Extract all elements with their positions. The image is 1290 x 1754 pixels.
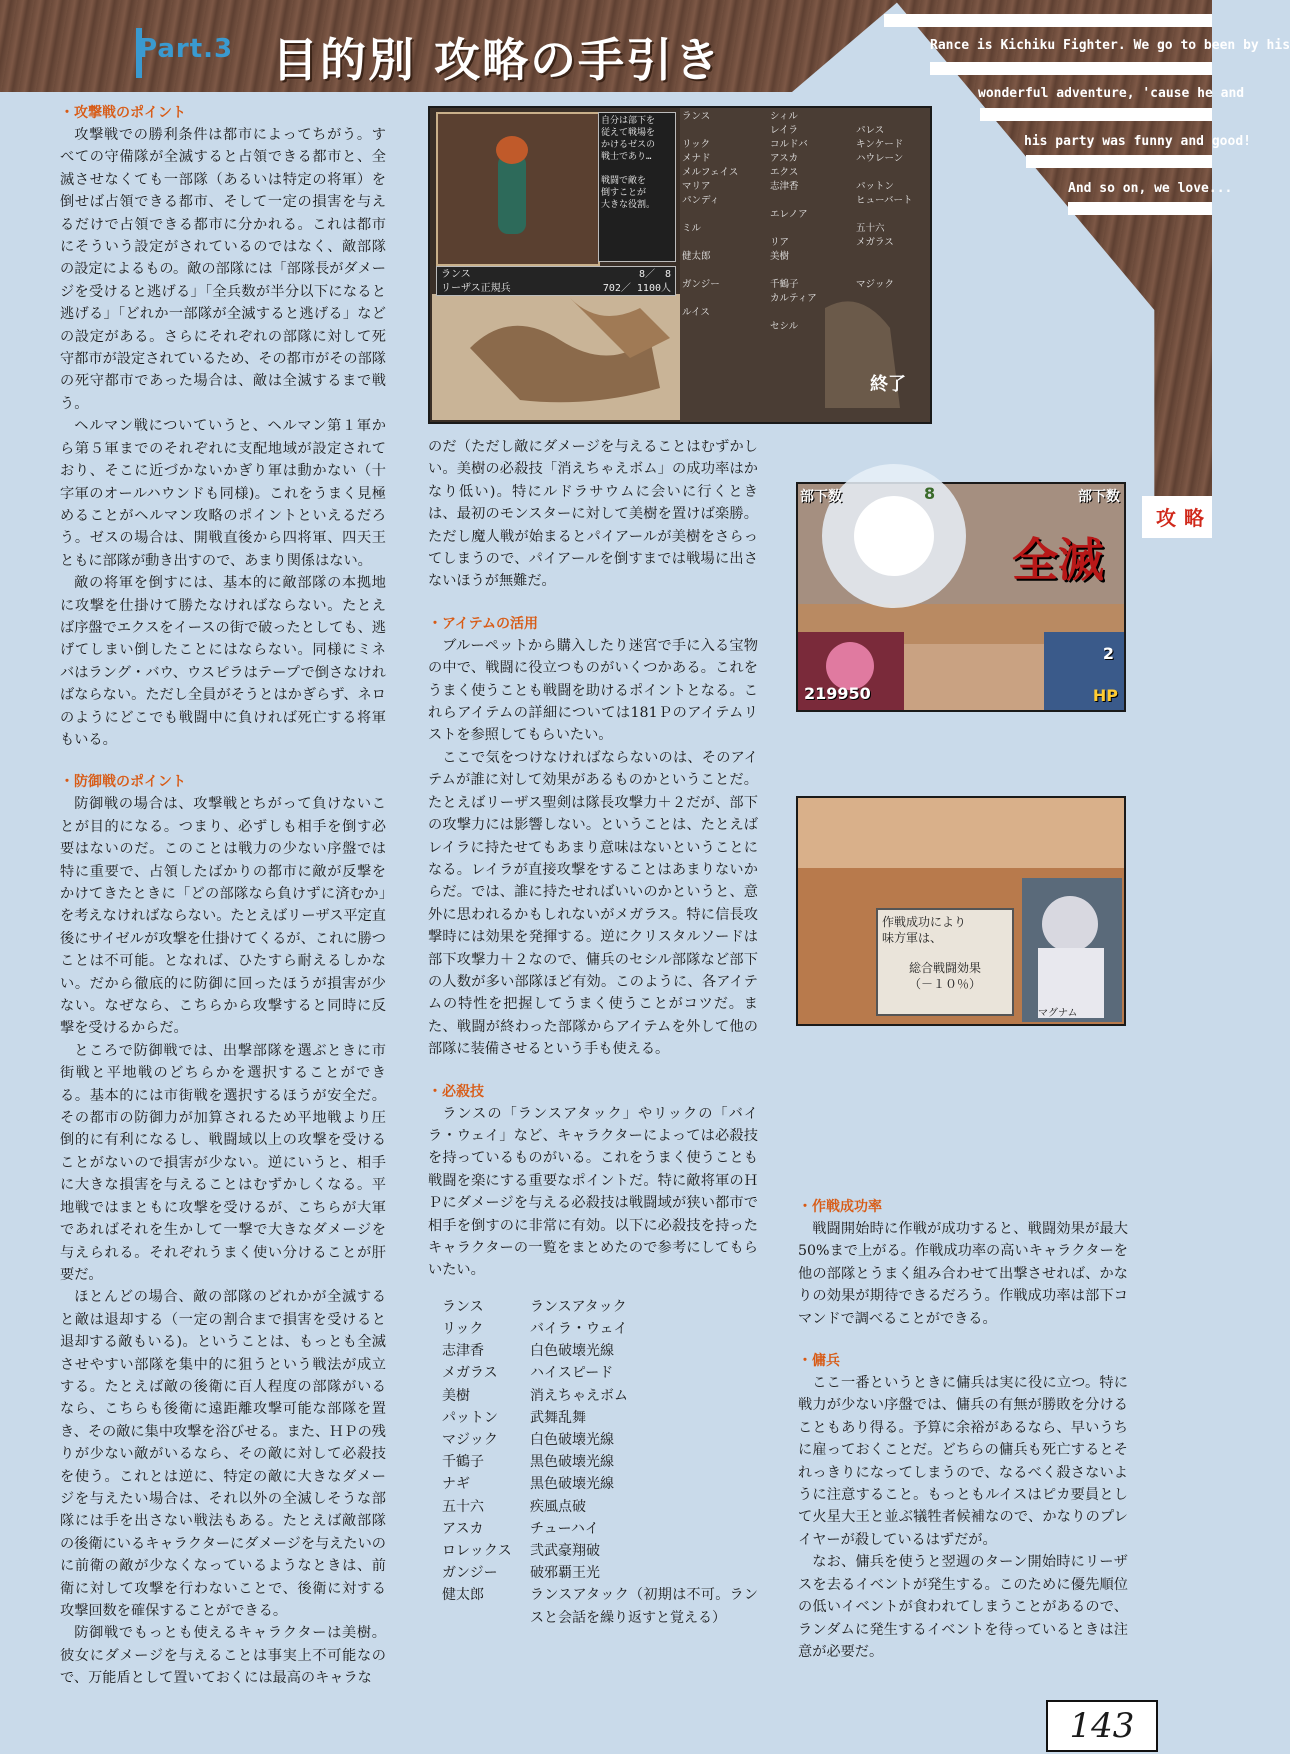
skill-name: ランスアタック [530,1298,627,1315]
roster-item [856,250,928,264]
paragraph: ヘルマン戦についていうと、ヘルマン第１軍から第５軍までのそれぞれに支配地域が設定されており、そこに近づかないかぎり軍は動かない（十字軍のオールハウンドも同様)。これをうまく見極めることがヘルマン攻略のポイントといえるだろう。ゼスの場合は、開戦直後から四将軍、四天王ともに部隊が動き出すので、あまり関係はない。 [60,418,386,569]
column-middle [428,436,758,1629]
section-heading: ・傭兵 [798,1353,840,1370]
skill-row [428,1385,758,1407]
character-name: ランス [442,1298,484,1315]
unit-count: 702／ 1100人 [602,283,671,294]
page-number: 143 [1046,1700,1158,1752]
skill-name: 武舞乱舞 [530,1409,586,1426]
roster-col-a [682,110,764,320]
paragraph: ブルーペットから購入したり迷宮で手に入る宝物の中で、戦闘に役立つものがいくつかある。これをうまく使うことも戦闘を助けるポイントとなる。これらアイテムの詳細については181Ｐのアイテムリストを参照してもらいたい。 [428,637,758,744]
character-name: 千鶴子 [442,1454,484,1471]
stripe [980,108,1212,121]
stripe [930,62,1212,75]
roster-item: セシル [770,321,799,332]
section-heading: ・アイテムの活用 [428,615,539,632]
paragraph: ところで防御戦では、出撃部隊を選ぶときに市街戦と平地戦のどちらかを選択することができる。基本的には市街戦を選択するほうが安全だ。その都市の防御力が加算されるため平地戦より圧倒的に有利になるし、戦闘域以上の攻撃を受けることがないので損害が少ない。逆にいうと、相手に大きな損害を与えることはむずかしくなる。平地戦ではまともに攻撃を受けるが、こちらが大軍であればそれを生かして一撃で大きなダメージを与えられる。それぞれうまく使い分けることが肝要だ。 [60,1042,386,1283]
name-tag: マグナム [1038,1008,1078,1019]
roster-item [856,208,928,222]
roster-item [856,166,928,180]
roster-item: コルドバ [770,139,808,150]
skill-name: 黒色破壊光線 [530,1454,614,1471]
english-line: And so on, we love... [1068,181,1233,196]
roster-item: シィル [770,111,798,122]
hp-label: HP [1092,686,1118,705]
info-panel [598,112,676,262]
character-name: 志津香 [442,1343,484,1360]
english-line: wonderful adventure, 'cause he and [978,86,1245,101]
section-heading: ・防御戦のポイント [60,774,186,791]
paragraph: ほとんどの場合、敵の部隊のどれかが全滅すると敵は退却する（一定の割合まで損害を受けると退却する敵もいる)。ということは、もっとも全滅させやすい部隊を集中的に狙うという戦法が成立する。たとえば敵の後衛に百人程度の部隊がいるなら、こちらも後衛に遠距離攻撃可能な部隊を置き、その敵に集中攻撃を浴びせる。また、ＨＰの残りが少ない敵がいるなら、その敵に対して必殺技を使う。これとは逆に、特定の敵に大きなダメージを与えたい場合は、それ以外の全滅しそうな部隊には手を出さない戦法もある。たとえば敵部隊の後衛にいるキャラクターにダメージを与えたいのに前衛の敵が少なくなっているようなときは、前衛に対して攻撃を行わないことで、後衛に対する攻撃回数を確保することができる。 [60,1289,386,1619]
roster-item: メルフェイス [682,167,739,178]
info-line: 従えて戦場を [601,128,656,138]
english-line: his party was funny and good! [1024,134,1251,149]
stripe [1068,202,1212,215]
roster-item: 千鶴子 [770,279,799,290]
dialog-line: （－１０％） [908,977,981,991]
character-figure [498,154,526,234]
roster-item: ヒューバート [856,195,913,206]
skill-row [428,1318,758,1340]
roster-item: ミル [682,223,702,234]
roster-item: エクス [770,167,799,178]
info-line: 戦士であり… [601,152,652,162]
roster-item [682,264,764,278]
stripe [1026,155,1212,168]
character-name: パットン [442,1409,498,1426]
roster-col-b [770,110,850,334]
operation-dialog [876,908,1014,1016]
roster-item [770,222,850,236]
skill-row [428,1496,758,1518]
roster-item [682,124,764,138]
unit-troop: リーザス正規兵 [441,283,511,294]
roster-item: エレノア [770,209,808,220]
dialog-line: 味方軍は、 [882,931,943,945]
info-line: 倒すことが [601,188,647,198]
character-name: リック [442,1321,484,1338]
roster-item: 志津香 [770,181,799,192]
unit-name: ランス [441,269,471,280]
column-right [798,1196,1128,1663]
part-label: Part.3 [138,34,234,64]
roster-item: 美樹 [770,251,790,262]
english-line: Rance is Kichiku Fighter. We go to been by his [930,38,1290,53]
section-heading: ・必殺技 [428,1083,484,1100]
skill-name: 白色破壊光線 [530,1432,614,1449]
skill-row [428,1518,758,1540]
skill-name: 白色破壊光線 [530,1343,614,1360]
roster-item: レイラ [770,125,799,136]
skill-row [428,1451,758,1473]
character-hair [496,136,528,164]
unit-badge: 2 [1102,644,1114,663]
troop-label-right: 部下数 [1078,489,1120,505]
screenshot-battle [796,482,1126,712]
paragraph: 防御戦でもっとも使えるキャラクターは美樹。彼女にダメージを与えることは事実上不可能なので、万能盾として置いておくには最高のキャラな [60,1625,386,1687]
skill-row [428,1340,758,1362]
skill-name: 消えちゃえボム [530,1387,628,1404]
skill-row [428,1562,758,1584]
roster-col-c [856,110,928,292]
roster-item: パレス [856,125,885,136]
roster-item: ハウレーン [856,153,904,164]
skill-name: ランスアタック（初期は不可。ランスと会話を繰り返すと覚える） [530,1587,758,1626]
roster-item: リック [682,139,711,150]
roster-item: 健太郎 [682,251,711,262]
info-line: 戦闘で敵を [601,176,647,186]
paragraph: のだ（ただし敵にダメージを与えることはむずかしい。美樹の必殺技「消えちゃえボム」の成功率はかなり低い)。特にルドラサウムに会いに行くときは、最初のモンスターに対して美樹を置けば楽勝。ただし魔人戦が始まるとパイアールが美樹をさらってしまうので、パイアールを倒すまでは戦場に出さないほうが無難だ。 [428,439,758,590]
character-name: 健太郎 [442,1587,484,1604]
info-line: 自分は部下を [601,116,656,126]
troop-count: 8 [924,484,936,503]
dialog-line: 作戦成功により [882,915,967,929]
screenshot-operation [796,796,1126,1026]
dialog-line: 総合戦闘効果 [908,961,981,975]
skill-row [428,1407,758,1429]
unit-hp: 8／ 8 [638,269,671,280]
portrait-frame [436,112,600,266]
skill-row [428,1362,758,1384]
skill-table [428,1296,758,1629]
skill-name: バイラ・ウェイ [530,1321,628,1338]
end-button: 終了 [870,374,906,395]
skill-row [428,1540,758,1562]
wipeout-banner: 全滅 [1012,533,1104,587]
roster-item: パットン [856,181,895,192]
side-tab-label: 攻略 [1156,506,1212,530]
skill-name: 疾風点破 [530,1498,586,1515]
roster-item [770,264,850,278]
roster-item: パンディ [682,195,720,206]
skill-name: ハイスピード [530,1365,614,1382]
character-name: アスカ [442,1520,484,1537]
roster-item: ガンジー [682,279,720,290]
unit-status [436,266,676,296]
character-name: ロレックス [442,1543,512,1560]
character-name: 美樹 [442,1387,470,1404]
side-tab [1142,496,1212,538]
skill-name: 黒色破壊光線 [530,1476,614,1493]
roster-item [856,264,928,278]
skill-name: チューハイ [530,1520,599,1537]
skill-row [428,1584,758,1628]
skill-name: 弐武豪翔破 [530,1543,600,1560]
info-line: かけるゼスの [601,140,656,150]
hp-value: 219950 [804,684,871,703]
roster-item: キンケード [856,139,904,150]
troop-label-left: 部下数 [800,489,842,505]
section-heading: ・作戦成功率 [798,1199,882,1215]
roster-item [770,194,850,208]
info-line: 大きな役割。 [601,200,656,210]
roster-item: メガラス [856,237,894,248]
skill-row [428,1429,758,1451]
battle-scene [798,484,1124,710]
roster-item: アスカ [770,153,799,164]
character-name: ガンジー [442,1565,498,1582]
paragraph: 攻撃戦での勝利条件は都市によってちがう。すべての守備隊が全滅すると占領できる都市と、全滅させなくても一部隊（あるいは特定の将軍）を倒せば占領できる都市、そして一定の損害を与えるだけで占領できる都市に分かれる。これは都市にそういう設定がされているのではなく、敵部隊の設定によるもの。敵の部隊には「部隊長がダメージを受けると逃げる」「全兵数が半分以下になると逃げる」「どれか一部隊が全滅すると逃げる」などの設定がある。さらにそれぞれの部隊に対して死守都市が設定されているため、その都市がその部隊の死守都市であった場合は、敵は全滅するまで戦う。 [60,127,386,412]
roster-item [682,208,764,222]
paragraph: ランスの「ランスアタック」やリックの「バイラ・ウェイ」など、キャラクターによっては必殺技を持っているものがいる。これをうまく使うことも戦闘を楽にする重要なポイントだ。特に敵将軍のＨＰにダメージを与える必殺技は戦闘域が狭い都市で相手を倒すのに非常に有効。以下に必殺技を持ったキャラクターの一覧をまとめたので参考にしてもらいたい。 [428,1105,758,1279]
character-name: 五十六 [442,1498,484,1515]
page-title: 目的別 攻略の手引き [272,33,723,87]
roster-item [770,306,850,320]
roster-item [682,292,764,306]
paragraph: 防御戦の場合は、攻撃戦とちがって負けないことが目的になる。つまり、必ずしも相手を倒す必要はないのだ。このことは戦力の少ない序盤では特に重要で、占領したばかりの都市に敵が反撃をかけてきたときに「どの部隊なら負けずに済むか」を考えなければならない。たとえばリーザス平定直後にサイゼルが攻撃を仕掛けてくるが、これに勝つことは不可能。となれば、ひたすら耐えるしかない。だから徹底的に防御に回ったほうが損害が少ない。なぜなら、こちらから攻撃すると同時に反撃を受けるからだ。 [60,796,386,1037]
paragraph: 敵の将軍を倒すには、基本的に敵部隊の本拠地に攻撃を仕掛けて勝たなければならない。たとえば序盤でエクスをイースの街で破ったとしても、逃げてしまい倒したことにはならない。同様にミネバはラング・バウ、ウスピラはテープで倒さなければならない。ただし全員がそうとはかぎらず、ネロのようにどこでも戦闘中に負ければ死亡する将軍もいる。 [60,575,386,748]
section-heading: ・攻撃戦のポイント [60,105,186,121]
roster-item: 五十六 [856,223,885,234]
paragraph: ここ一番というときに傭兵は実に役に立つ。特に戦力が少ない序盤では、傭兵の有無が勝敗を分けることもあり得る。予算に余裕があるなら、早いうちに雇っておくことだ。どちらの傭兵も死亡するとそれっきりになってしまうので、なるべく殺さないように注意すること。もっともルイスはピカ要員として火星大王と並ぶ犠牲者候補なので、かなりのプレイヤーが殺しているはずだが。 [798,1375,1128,1548]
screenshot-strategy-map [428,106,932,424]
column-left [60,102,386,1690]
character-name: メガラス [442,1365,498,1382]
roster-item: マリア [682,181,711,192]
roster-item: リア [770,237,790,248]
roster-item: カルティア [770,293,817,304]
roster-item: メナド [682,153,711,164]
paragraph: なお、傭兵を使うと翌週のターン開始時にリーザスを去るイベントが発生する。このために優先順位の低いイベントが食われてしまうことがあるので、ランダムに発生するイベントを待っているときは注意が必要だ。 [798,1554,1128,1660]
paragraph: ここで気をつけなければならないのは、そのアイテムが誰に対して効果があるものかということだ。たとえばリーザス聖剣は隊長攻撃力＋２だが、部下の攻撃力には影響しない。ということは、たとえばレイラに持たせてもあまり意味はないということになる。レイラが直接攻撃をすることはあまりないからだ。では、誰に持たせればいいのかというと、意外に思われるかもしれないがメガラス。特に信長攻撃時には効果を発揮する。逆にクリスタルソードは部下攻撃力＋２なので、傭兵のセシル部隊など部下の人数が多い部隊ほど有効。このように、各アイテムの特性を把握してうまく使うことがコツだ。また、戦闘が終わった部隊からアイテムを外して他の部隊に装備させるという手も使える。 [428,749,758,1058]
character-name: ナギ [442,1476,470,1493]
roster-item [856,110,928,124]
character-name: マジック [442,1432,498,1449]
roster-item: ルイス [682,307,710,318]
paragraph: 戦闘開始時に作戦が成功すると、戦闘効果が最大50%まで上がる。作戦成功率の高いキャラクターを他の部隊とうまく組み合わせて出撃させれば、かなりの効果が期待できるだろう。作戦成功率は部下コマンドで調べることができる。 [798,1221,1128,1327]
info-line [601,163,673,175]
roster-item: ランス [682,111,711,122]
roster-item [682,236,764,250]
stripe [884,14,1212,27]
roster-item: マジック [856,279,895,290]
skill-row [428,1296,758,1318]
skill-name: 破邪覇王光 [530,1565,600,1582]
skill-row [428,1473,758,1495]
